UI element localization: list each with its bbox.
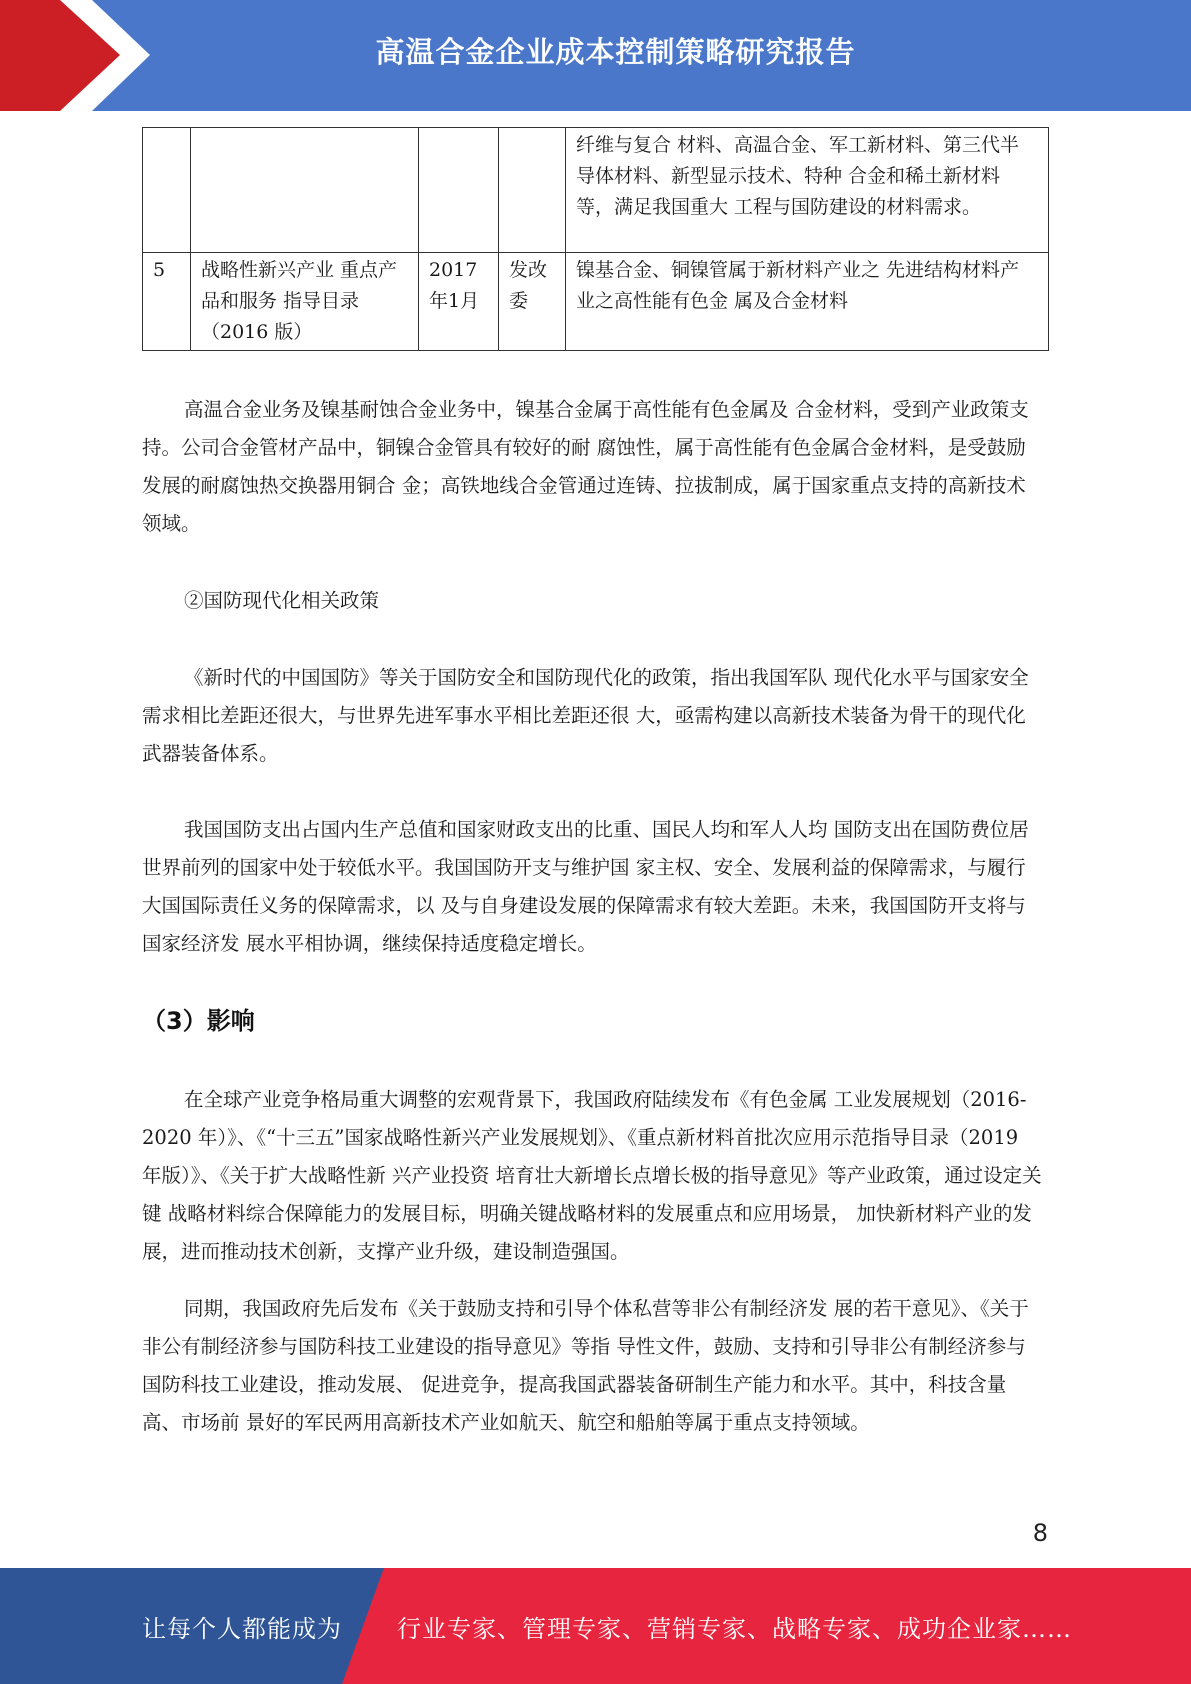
footer-tagline: 行业专家、管理专家、营销专家、战略专家、成功企业家……	[397, 1614, 1072, 1643]
sub-heading: ②国防现代化相关政策	[184, 589, 380, 612]
body-paragraph: 高温合金业务及镍基耐蚀合金业务中，镍基合金属于高性能有色金属及 合金材料，受到产业政策支持。公司合金管材产品中，铜镍合金管具有较好的耐 腐蚀性，属于高性能有色金属合金材料，是受鼓励发展的耐腐蚀热交换器用铜合 金；高铁地线合金管通过连铸、拉拔制成，属于国家重点支持的高新技术领域。	[142, 398, 1029, 535]
table-cell-issuer: 发改委	[499, 253, 566, 351]
table-cell-name	[191, 128, 419, 253]
footer-banner	[0, 1568, 1191, 1684]
page-number: 8	[1032, 1519, 1048, 1547]
policy-table	[142, 127, 1049, 351]
body-paragraph: 我国国防支出占国内生产总值和国家财政支出的比重、国民人均和军人人均 国防支出在国防费位居世界前列的国家中处于较低水平。我国国防开支与维护国 家主权、安全、发展利益的保障需求，与履行大国国际责任义务的保障需求，以 及与自身建设发展的保障需求有较大差距。未来，我国国防开支将与国家经济发 展水平相协调，继续保持适度稳定增长。	[142, 818, 1029, 955]
table-cell-content: 纤维与复合 材料、高温合金、军工新材料、第三代半导体材料、新型显示技术、特种 合金和稀土新材料等，满足我国重大 工程与国防建设的材料需求。	[566, 128, 1049, 253]
table-cell-no	[143, 128, 191, 253]
table-cell-name: 战略性新兴产业 重点产品和服务 指导目录（2016 版）	[191, 253, 419, 351]
header-arrow-graphic	[0, 0, 150, 111]
table-cell-no: 5	[143, 253, 191, 351]
table-row	[143, 253, 1049, 351]
table-cell-content: 镍基合金、铜镍管属于新材料产业之 先进结构材料产业之高性能有色金 属及合金材料	[566, 253, 1049, 351]
table-row	[143, 128, 1049, 253]
footer-lead-text: 让每个人都能成为	[142, 1614, 342, 1643]
body-paragraph: 同期，我国政府先后发布《关于鼓励支持和引导个体私营等非公有制经济发 展的若干意见》、《关于非公有制经济参与国防科技工业建设的指导意见》等指 导性文件，鼓励、支持和引导非公有制经济参与国防科技工业建设，推动发展、 促进竞争，提高我国武器装备研制生产能力和水平。其中，科技含量高、市场前 景好的军民两用高新技术产业如航天、航空和船舶等属于重点支持领域。	[142, 1297, 1029, 1434]
body-paragraph: 《新时代的中国国防》等关于国防安全和国防现代化的政策，指出我国军队 现代化水平与国家安全需求相比差距还很大，与世界先进军事水平相比差距还很 大，亟需构建以高新技术装备为骨干的现代化武器装备体系。	[142, 666, 1029, 765]
header-banner	[0, 0, 1191, 111]
table-cell-date: 2017年1月	[419, 253, 499, 351]
section-title: （3）影响	[142, 1007, 255, 1035]
report-title: 高温合金企业成本控制策略研究报告	[375, 34, 856, 69]
body-paragraph: 在全球产业竞争格局重大调整的宏观背景下，我国政府陆续发布《有色金属 工业发展规划（2016-2020 年）》、《“十三五”国家战略性新兴产业发展规划》、《重点新材料首批次应用示范指导目录（2019 年版）》、《关于扩大战略性新 兴产业投资 培育壮大新增长点增长极的指导意见》等产业政策，通过设定关键 战略材料综合保障能力的发展目标，明确关键战略材料的发展重点和应用场景， 加快新材料产业的发展，进而推动技术创新，支撑产业升级，建设制造强国。	[142, 1088, 1042, 1263]
table-cell-issuer	[499, 128, 566, 253]
table-cell-date	[419, 128, 499, 253]
